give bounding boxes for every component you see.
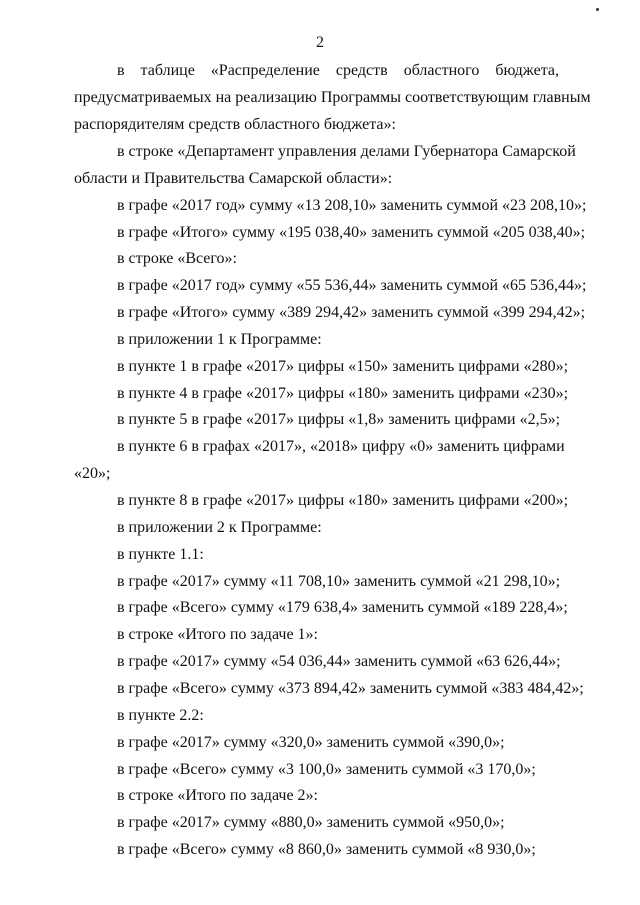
text-line: в пункте 4 в графе «2017» цифры «180» заменить цифрами «230»; <box>117 385 569 402</box>
text-line: в графе «2017 год» сумму «55 536,44» заменить суммой «65 536,44»; <box>117 277 587 294</box>
text-line: в графе «2017 год» сумму «13 208,10» заменить суммой «23 208,10»; <box>117 197 587 214</box>
text-line: в графе «Всего» сумму «8 860,0» заменить суммой «8 930,0»; <box>117 841 536 858</box>
text-line: в таблице «Распределение средств областного бюджета, <box>117 62 559 79</box>
text-line: в приложении 2 к Программе: <box>117 519 322 536</box>
text-line: в графе «2017» сумму «880,0» заменить суммой «950,0»; <box>117 814 505 831</box>
text-line: в пункте 8 в графе «2017» цифры «180» заменить цифрами «200»; <box>117 492 569 509</box>
text-line: в приложении 1 к Программе: <box>117 331 322 348</box>
text-line: в пункте 1 в графе «2017» цифры «150» заменить цифрами «280»; <box>117 358 569 375</box>
text-line: в графе «Итого» сумму «195 038,40» заменить суммой «205 038,40»; <box>117 224 586 241</box>
text-line: в строке «Всего»: <box>117 250 237 267</box>
text-line: в пункте 2.2: <box>117 707 204 724</box>
text-line: в графе «Итого» сумму «389 294,42» заменить суммой «399 294,42»; <box>117 304 586 321</box>
text-line: в графе «Всего» сумму «3 100,0» заменить суммой «3 170,0»; <box>117 761 536 778</box>
text-line: в графе «Всего» сумму «373 894,42» заменить суммой «383 484,42»; <box>117 680 584 697</box>
text-line: распорядителям средств областного бюджета»: <box>74 116 396 133</box>
text-line: предусматриваемых на реализацию Программы соответствующим главным <box>74 89 591 106</box>
scan-speck <box>596 8 599 11</box>
text-line: в графе «2017» сумму «320,0» заменить суммой «390,0»; <box>117 734 505 751</box>
text-line: в графе «Всего» сумму «179 638,4» заменить суммой «189 228,4»; <box>117 599 568 616</box>
text-line: в графе «2017» сумму «11 708,10» заменить суммой «21 298,10»; <box>117 573 561 590</box>
text-line: области и Правительства Самарской области»: <box>74 170 393 187</box>
text-line: в пункте 6 в графах «2017», «2018» цифру «0» заменить цифрами <box>117 438 565 455</box>
text-line: в строке «Итого по задаче 1»: <box>117 626 318 643</box>
text-line: в пункте 5 в графе «2017» цифры «1,8» заменить цифрами «2,5»; <box>117 411 561 428</box>
text-line: в строке «Департамент управления делами Губернатора Самарской <box>117 143 576 160</box>
text-line: в строке «Итого по задаче 2»: <box>117 787 318 804</box>
text-line: в пункте 1.1: <box>117 546 204 563</box>
page-number: 2 <box>316 34 324 51</box>
text-line: в графе «2017» сумму «54 036,44» заменить суммой «63 626,44»; <box>117 653 561 670</box>
text-line: «20»; <box>74 465 111 482</box>
